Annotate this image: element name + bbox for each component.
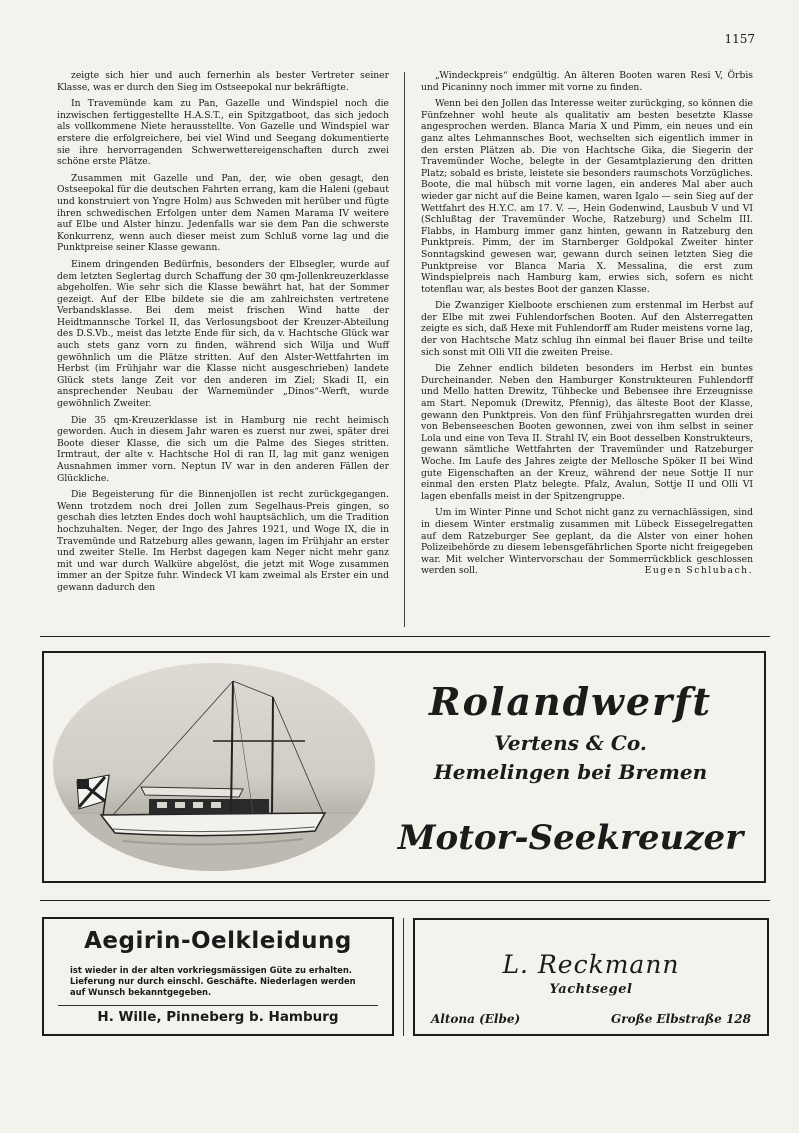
- ad-location: Hemelingen bei Bremen: [433, 760, 708, 784]
- ad-address: H. Wille, Pinneberg b. Hamburg: [97, 1009, 339, 1025]
- article-author: Eugen Schlubach.: [644, 564, 753, 576]
- article-paragraph: Die Zehner endlich bildeten besonders im Herbst ein buntes Durcheinander. Neben den Hamburger Konstrukteuren Fuhlendorff und Mello hatten Drewitz, Tühbecke und Bebensee ihre Erzeugnisse am Start. Nepomuk (Drewitz, Pfennig), das älteste Boot der Klasse, gewann den Punktpreis. Von den fünf Frühjahrsregatten wurden drei von Bebenseeschen Booten gewonnen, zwei von ihm selbst in seiner Lola und eine von Teva II. Strahl IV, ein Boot desselben Konstrukteurs, gewann sämtliche Wettfahrten der Travemünder und Ratzeburger Woche. Im Laufe des Jahres zeigte der Mellosche Spöker II bei Wind gute Eigenschaften an der Kreuz, während der neue Sottje II nur einmal den ersten Platz belegte. Pfalz, Avalun, Sottje II und Olli VI lagen ebenfalls meist in der Spitzengruppe.: [421, 363, 753, 502]
- article-paragraph: Die Zwanziger Kielboote erschienen zum erstenmal im Herbst auf der Elbe mit zwei Fuhlendorfschen Booten. Auf den Alsterregatten zeigte es sich, daß Hexe mit Fuhlendorff am Ruder meistens vorne lag, der von Hachtsche Matz schlug ihn einmal bei flauer Brise und teilte sich sonst mit Olli VII die zweiten Preise.: [421, 300, 753, 358]
- article-paragraph: zeigte sich hier und auch fernerhin als bester Vertreter seiner Klasse, was er durch den Sieg im Ostseepokal nur bekräftigte.: [57, 70, 389, 93]
- section-divider: [40, 636, 770, 637]
- article-paragraph: Die 35 qm-Kreuzerklasse ist in Hamburg nie recht heimisch geworden. Auch in diesem Jahr waren es zuerst nur zwei, später drei Boote dieser Klasse, die sich um die Palme des Sieges stritten. Irmtraut, der alte v. Hachtsche Hol di ran II, lag mit ganz wenigen Ausnahmen immer vorn. Neptun IV war in den anderen Fällen der Glückliche.: [57, 414, 389, 484]
- ad-product: Motor-Seekreuzer: [397, 818, 744, 858]
- ad-city: Altona (Elbe): [431, 1012, 521, 1026]
- article-paragraph: Einem dringenden Bedürfnis, besonders der Elbsegler, wurde auf dem letzten Seglertag durch Schaffung der 30 qm-Jollenkreuzerklasse abgeholfen. Wie sehr sich die Klasse bewährt hat, hat der Sommer gezeigt. Auf der Elbe bildete sie die am zahlreichsten vertretene Verbandsklasse. Bei dem meist frischen Wind hatte der Heidtmannsche Torkel II, das Verlosungsboot der Kreuzer-Abteilung des D.S.Vb., meist das letzte Ende für sich, da v. Hachtsche Glück war auch stets ganz vorn zu finden, während sich Wilja und Wuff gewöhnlich um die Plätze stritten. Auf den Alster-Wettfahrten im Herbst (im Frühjahr war die Klasse nicht ausgeschrieben) landete Glück stets lange Zeit vor den anderen im Ziel; Skadi II, ein ansprechender Neubau der Warnemünder „Dinos“-Werft, wurde gewöhnlich Zweiter.: [57, 258, 389, 410]
- ad-firm-name: Vertens & Co.: [494, 731, 647, 755]
- article-paragraph: „Windeckpreis“ endgültig. An älteren Booten waren Resi V, Örbis und Picaninny noch immer mit vorne zu finden.: [421, 70, 753, 93]
- advertisement-aegirin: [42, 917, 394, 1036]
- article-paragraph: Um im Winter Pinne und Schot nicht ganz zu vernachlässigen, sind in diesem Winter erstmalig zusammen mit Lübeck Eissegelregatten auf dem Ratzeburger See geplant, da die Alster von einer hohen Polizeibehörde zu diesem lebensgefährlichen Sporte nicht freigegeben war. Mit welcher Wintervorschau der Sommerrückblick geschlossen werden soll.: [421, 507, 753, 577]
- section-divider: [40, 900, 770, 901]
- ad-product: Yachtsegel: [549, 982, 633, 997]
- ad-title-rolandwerft: Rolandwerft: [429, 679, 712, 724]
- article-column-right: [421, 70, 753, 582]
- column-divider: [404, 72, 405, 627]
- ad-divider: [58, 1005, 378, 1006]
- article-column-left: [57, 70, 389, 599]
- advertisement-reckmann: [413, 918, 769, 1036]
- article-paragraph: In Travemünde kam zu Pan, Gazelle und Windspiel noch die inzwischen fertiggestellte H.A.S.T., ein Spitzgatboot, das sich jedoch als vollkommene Niete herausstellte. Von Gazelle und Windspiel war erstere die erfolgreichere, bei viel Wind und Seegang dokumentierte sie ihre hervorragenden Schwerwettereigenschaften durch zwei schöne erste Plätze.: [57, 98, 389, 168]
- advertisement-rolandwerft: [42, 651, 766, 883]
- article-paragraph: Wenn bei den Jollen das Interesse weiter zurückging, so können die Fünfzehner wohl heute als qualitativ am besten besetzte Klasse angesprochen werden. Blanca Maria X und Pimm, ein neues und ein ganz altes Lehmannsches Boot, wechselten sich eigentlich immer in den ersten Plätzen ab. Die von Hachtsche Gika, die Siegerin der Travemünder Woche, belegte in der Gesamtplazierung den dritten Platz; sobald es briste, leistete sie besonders raumschots Vorzügliches. Boote, die mal hübsch mit vorne lagen, ein anderes Mal aber auch wieder gar nicht auf die Beine kamen, waren Igalo — sein Sieg auf der Wettfahrt des H.Y.C. am 17. V. —, Hein Godenwind, Lausbub V und VI (Schlußtag der Travemünder Woche, Ratzeburg) und Schelm III. Flabbs, in Hamburg immer ganz hinten, gewann in Ratzeburg den Punktpreis. Pimm, der im Starnberger Goldpokal Zweiter hinter Sonntagskind gewesen war, gewann durch seinen letzten Sieg die Punktpreise vor Blanca Maria X. Messalina, die erst zum Windspielpreis nach Hamburg kam, erwies sich, sofern es nicht totenflau war, als bestes Boot der ganzen Klasse.: [421, 98, 754, 295]
- ad-street-address: Große Elbstraße 128: [611, 1012, 751, 1026]
- ad-title-aegirin: Aegirin-Oelkleidung: [84, 928, 352, 954]
- ads-divider: [403, 918, 404, 1036]
- ad-title-reckmann: L. Reckmann: [502, 950, 680, 979]
- yacht-photo: [53, 663, 375, 871]
- article-paragraph: Die Begeisterung für die Binnenjollen ist recht zurückgegangen. Wenn trotzdem noch drei Jollen zum Segelhaus-Preis gingen, so geschah dies letzten Endes doch wohl hauptsächlich, um die Tradition hochzuhalten. Neger, der Ingo des Jahres 1921, und Woge IX, die in Travemünde und Ratzeburg alles gewann, lagen im Frühjahr an erster und zweiter Stelle. Im Herbst dagegen kam Neger nicht mehr ganz mit und war durch Walküre abgelöst, die jetzt mit Woge zusammen immer an der Spitze fuhr. Windeck VI kam zweimal als Erster ein und gewann dadurch den: [57, 489, 389, 593]
- ad-body-text: ist wieder in der alten vorkriegsmässigen Güte zu erhalten. Lieferung nur durch einschl. Geschäfte. Niederlagen werden auf Wunsch bekanntgegeben.: [70, 965, 356, 997]
- article-paragraph: Zusammen mit Gazelle und Pan, der, wie oben gesagt, den Ostseepokal für die deutschen Fahrten errang, kam die Haleni (gebaut und konstruiert von Yngre Holm) aus Schweden mit herüber und fügte ihren schwedischen Erfolgen unter dem Namen Marama IV weitere auf Elbe und Alster hinzu. Jedenfalls war sie dem Pan die schwerste Konkurrenz, wenn auch dieser meist zum Schluß vorne lag und die Punktpreise seiner Klasse gewann.: [57, 172, 389, 254]
- page-number: 1157: [724, 32, 755, 46]
